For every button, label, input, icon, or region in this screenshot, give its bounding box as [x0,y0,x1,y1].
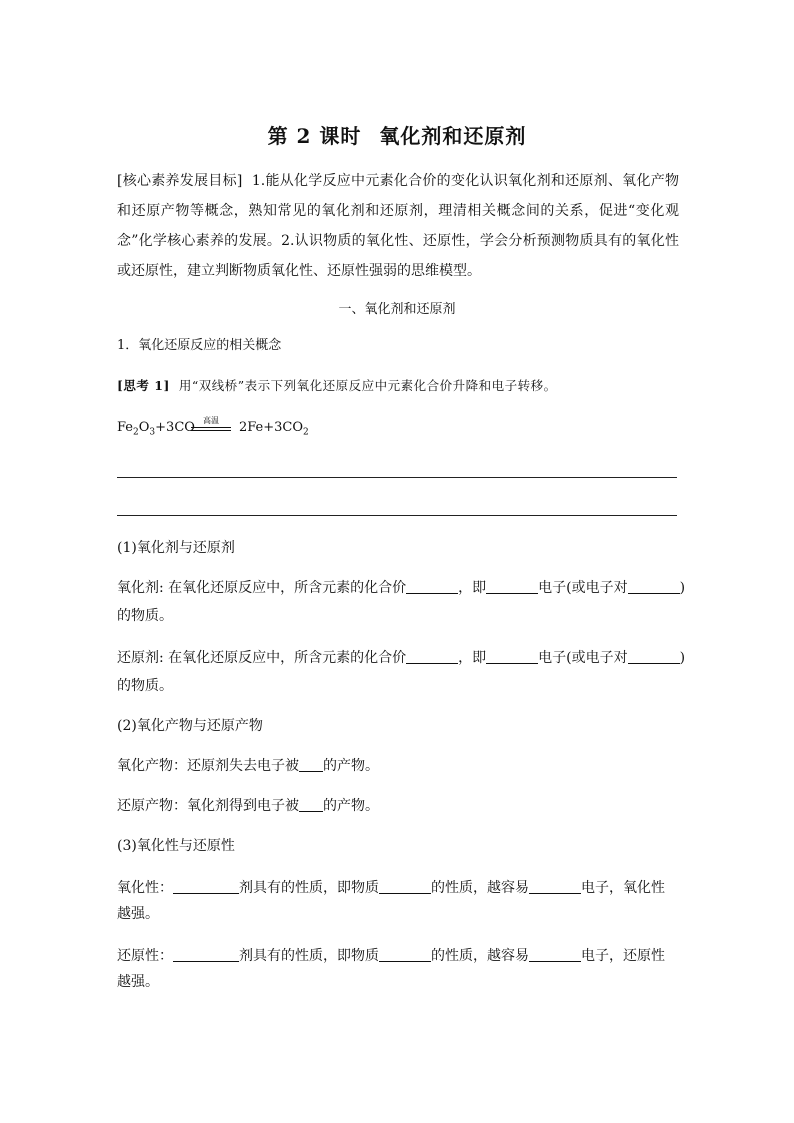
reductant-definition-cont: 的物质。 [117,678,173,694]
fill-blank[interactable] [406,579,458,594]
term: 氧化剂 [117,580,159,596]
text: 的性质，越容易 [431,880,529,896]
answer-line [117,515,677,516]
lesson-number: 第 2 课时 [267,124,362,148]
fill-blank[interactable] [628,649,680,664]
subsection-heading: 1．氧化还原反应的相关概念 [117,338,282,353]
eq-fe: Fe [117,420,134,435]
section-heading: 一、氧化剂和还原剂 [338,302,456,317]
text: ) [679,650,686,666]
properties-heading: (3)氧化性与还原性 [117,838,235,854]
text: : 在氧化还原反应中，所含元素的化合价 [159,650,407,666]
text: ，即 [458,580,487,596]
oxidant-reductant-heading: (1)氧化剂与还原剂 [117,540,235,556]
fill-blank[interactable] [379,879,431,894]
oxidation-product-definition [117,756,379,776]
text: 氧化产物：还原剂失去电子被 [117,758,299,774]
fill-blank[interactable] [486,579,538,594]
reductant-definition [117,648,685,668]
fill-blank[interactable] [406,649,458,664]
page-title [0,120,794,149]
text: ) [679,580,686,596]
answer-line [117,477,677,478]
text: 的产物。 [323,798,379,814]
products-heading: (2)氧化产物与还原产物 [117,718,263,734]
oxidant-definition [117,578,685,598]
fill-blank[interactable] [173,879,239,894]
text: 的性质，越容易 [431,948,529,964]
eq-sub: 2 [302,427,309,438]
fill-blank[interactable] [173,947,239,962]
reaction-condition [191,415,231,431]
eq-o: O [138,420,150,435]
fill-blank[interactable] [379,947,431,962]
text: 电子(或电子对 [538,580,628,596]
eq-lhs-rest: +3CO [155,420,195,435]
reducing-property-cont: 越强。 [117,974,159,990]
reducing-property-definition [117,946,665,966]
text: 还原产物：氧化剂得到电子被 [117,798,299,814]
fill-blank[interactable] [628,579,680,594]
text: 氧化性： [117,880,173,896]
text: 电子，还原性 [581,948,665,964]
eq-sub: 2 [133,427,139,438]
text: 电子(或电子对 [538,650,628,666]
lesson-topic: 氧化剂和还原剂 [379,124,527,148]
fill-blank[interactable] [529,947,581,962]
text: 的产物。 [323,758,379,774]
eq-rhs: 2Fe+3CO [238,420,303,435]
fill-blank[interactable] [299,797,323,812]
text: 电子，氧化性 [581,880,665,896]
fill-blank[interactable] [529,879,581,894]
condition-text: 高温 [203,416,219,425]
reduction-product-definition [117,796,379,816]
text: ，即 [458,650,487,666]
oxidizing-property-definition [117,878,665,898]
text: 剂具有的性质，即物质 [239,948,379,964]
core-goals-text: 1.能从化学反应中元素化合价的变化认识氧化剂和还原剂、氧化产物和还原产物等概念，熟知常见的氧化剂和还原剂，理清相关概念间的关系，促进“变化观念”化学核心素养的发展。2.认识物质的氧化性、还原性，学会分析预测物质具有的氧化性或还原性，建立判断物质氧化性、还原性强弱的思维模型。 [117,173,679,279]
oxidant-definition-cont: 的物质。 [117,608,173,624]
text: 剂具有的性质，即物质 [239,880,379,896]
fill-blank[interactable] [486,649,538,664]
oxidizing-property-cont: 越强。 [117,906,159,922]
term: 还原剂 [117,650,159,666]
think-question [117,376,557,396]
fill-blank[interactable] [299,757,323,772]
think-text: 用“双线桥”表示下列氧化还原反应中元素化合价升降和电子转移。 [178,378,557,393]
core-goals [117,166,679,286]
text: 还原性： [117,948,173,964]
eq-sub: 3 [149,427,156,438]
text: : 在氧化还原反应中，所含元素的化合价 [159,580,407,596]
core-goals-label: [核心素养发展目标] [117,173,243,189]
think-label: [思考 1] [117,378,170,393]
equals-sign [191,427,231,431]
